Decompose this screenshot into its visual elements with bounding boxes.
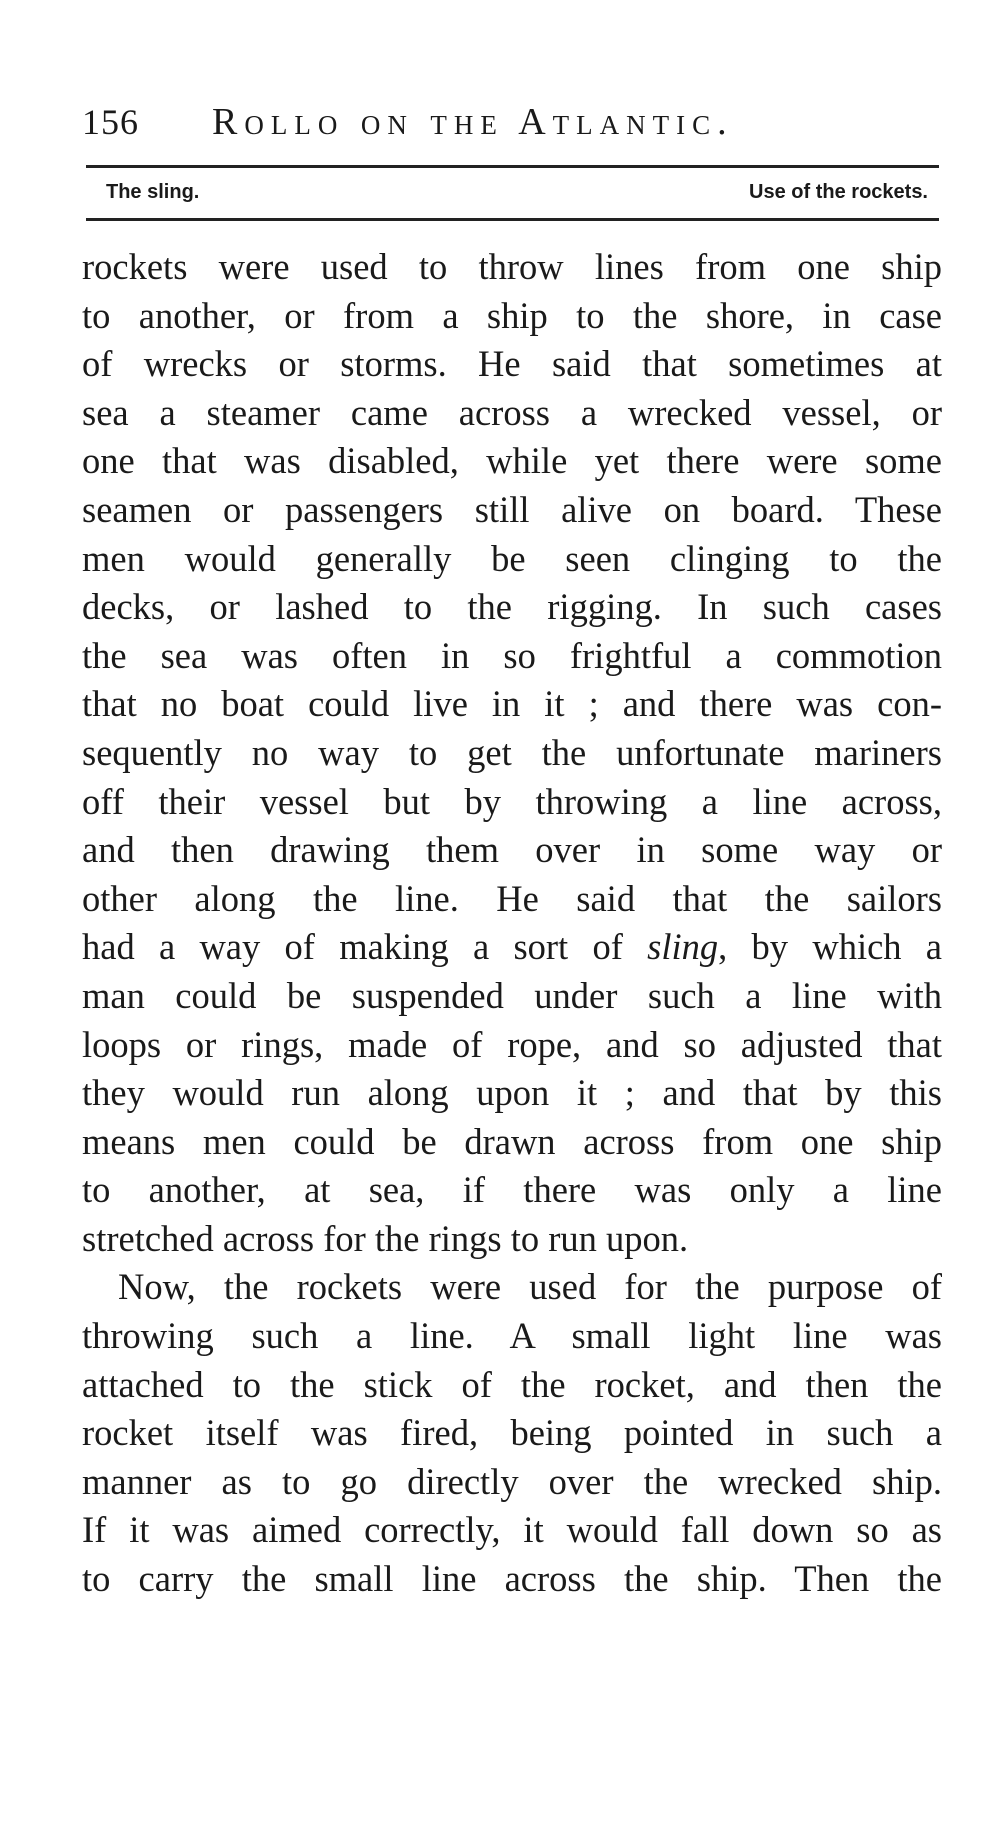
text-line: men would generally be seen clinging to the bbox=[82, 537, 942, 579]
text-line: they would run along upon it ; and that by this bbox=[82, 1072, 942, 1114]
text-line: and then drawing them over in some way or bbox=[82, 829, 942, 871]
marginal-note-right: Use of the rockets. bbox=[749, 180, 928, 203]
text-line: that no boat could live in it ; and there was con- bbox=[82, 683, 942, 725]
body-text bbox=[82, 243, 942, 1604]
text-line: rockets were used to throw lines from one ship bbox=[82, 246, 942, 287]
text-line: other along the line. He said that the sailors bbox=[82, 877, 942, 919]
paragraph-first-line: Now, the rockets were used for the purpose of bbox=[118, 1266, 942, 1308]
book-title: Rollo on the Atlantic. bbox=[212, 101, 734, 143]
paragraph-end-line: stretched across for the rings to run upon. bbox=[82, 1217, 689, 1259]
text-line: to another, or from a ship to the shore, in case bbox=[82, 294, 942, 336]
running-head bbox=[82, 100, 942, 150]
text-line: the sea was often in so frightful a commotion bbox=[82, 634, 942, 676]
text-line: rocket itself was fired, being pointed in such a bbox=[82, 1412, 942, 1454]
text-line: to carry the small line across the ship. Then the bbox=[82, 1558, 942, 1600]
page-number: 156 bbox=[82, 102, 139, 142]
text-segment: , by which a bbox=[718, 926, 942, 968]
text-line: off their vessel but by throwing a line across, bbox=[82, 780, 942, 822]
text-segment: had a way of making a sort of bbox=[82, 926, 648, 968]
text-line: loops or rings, made of rope, and so adjusted that bbox=[82, 1023, 942, 1065]
text-line: of wrecks or storms. He said that sometimes at bbox=[82, 343, 942, 385]
text-line: manner as to go directly over the wrecked ship. bbox=[82, 1460, 942, 1502]
text-line: sequently no way to get the unfortunate mariners bbox=[82, 731, 942, 773]
text-line: seamen or passengers still alive on board. These bbox=[82, 488, 942, 530]
marginal-note-left: The sling. bbox=[106, 180, 200, 203]
text-line-with-italic bbox=[82, 923, 942, 972]
text-line: decks, or lashed to the rigging. In such cases bbox=[82, 586, 942, 628]
text-line: means men could be drawn across from one ship bbox=[82, 1120, 942, 1162]
text-line: man could be suspended under such a line with bbox=[82, 974, 942, 1016]
header-rule-bottom bbox=[86, 218, 939, 221]
text-line: If it was aimed correctly, it would fall down so as bbox=[82, 1509, 942, 1551]
text-line: one that was disabled, while yet there were some bbox=[82, 440, 942, 482]
text-line: sea a steamer came across a wrecked vessel, or bbox=[82, 391, 942, 433]
marginal-notes bbox=[106, 172, 928, 212]
header-rule-top bbox=[86, 165, 939, 168]
text-line: throwing such a line. A small light line was bbox=[82, 1315, 942, 1357]
text-line: to another, at sea, if there was only a line bbox=[82, 1169, 942, 1211]
text-line: attached to the stick of the rocket, and then the bbox=[82, 1363, 942, 1405]
italic-word: sling bbox=[647, 926, 719, 968]
